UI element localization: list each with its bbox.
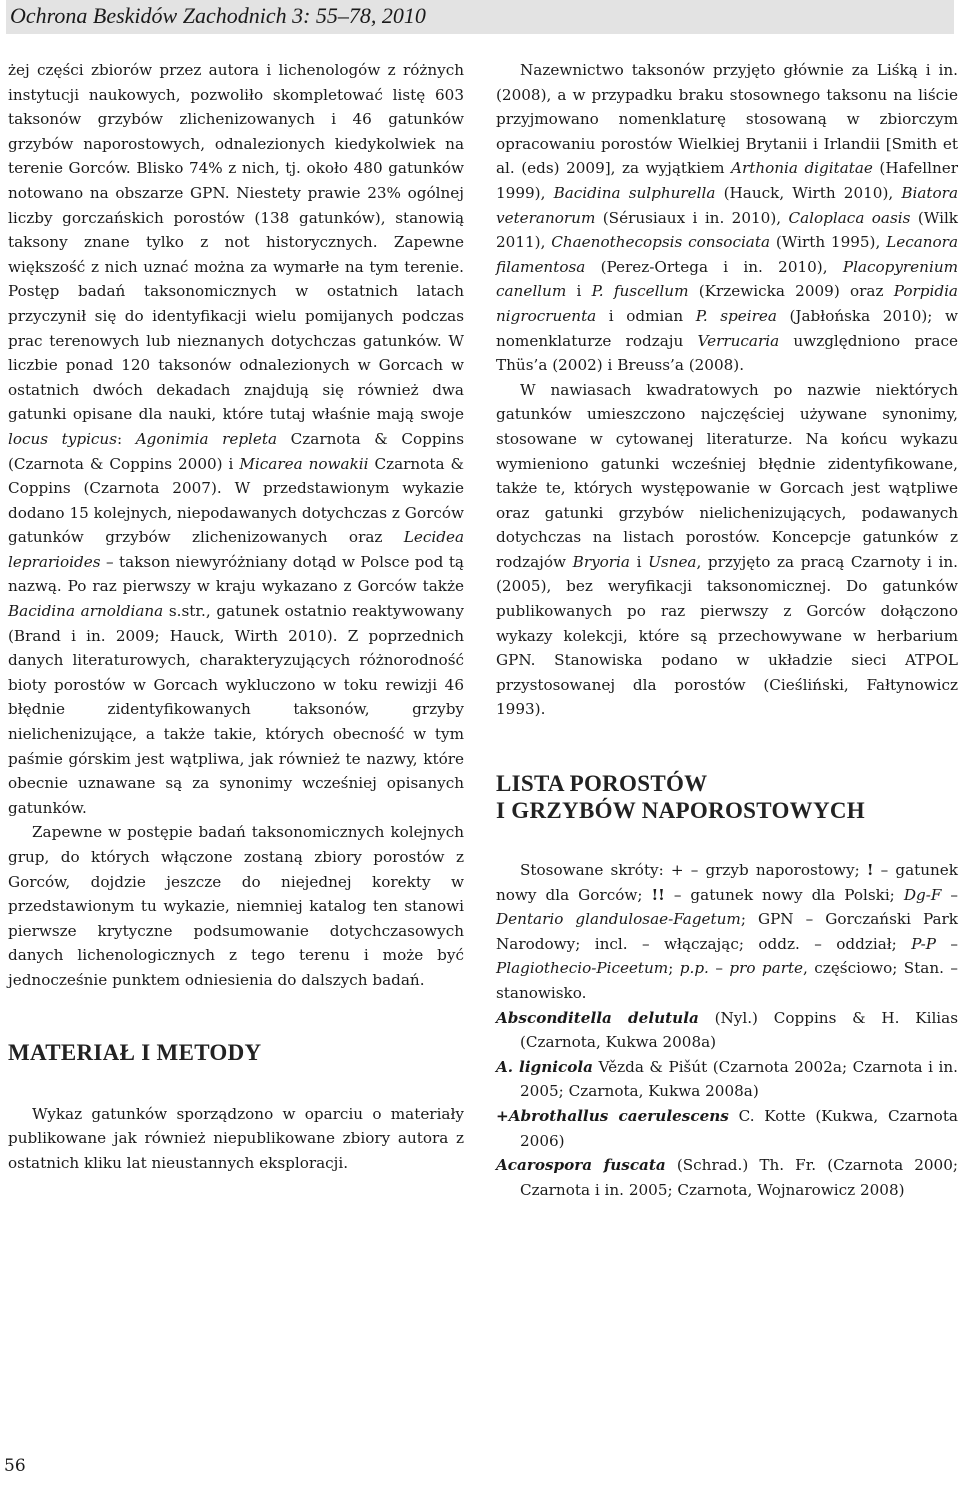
journal-title: Ochrona Beskidów Zachodnich 3: 55–78, 2010 <box>10 3 426 28</box>
right-column <box>496 58 958 1202</box>
page-number: 56 <box>4 1456 26 1476</box>
species-entry: Absconditella delutula (Nyl.) Coppins & H. Kilias (Czarnota, Kukwa 2008a) <box>496 1008 959 1052</box>
species-entry: A. lignicola Vězda & Pišút (Czarnota 2002a; Czarnota i in. 2005; Czarnota, Kukwa 2008a) <box>496 1057 958 1101</box>
body-paragraph: Nazewnictwo taksonów przyjęto głównie za Liśką i in. (2008), a w przypadku braku stosownego taksonu na liście przyjmowano nomenklaturę stosowaną w zbiorczym opracowaniu porostów Wielkiej Brytanii i Irlandii [Smith et al. (eds) 2009], za wyjątkiem Arthonia digitatae (Hafellner 1999), Bacidina sulphurella (Hauck, Wirth 2010), Biatora veteranorum (Sérusiaux i in. 2010), Caloplaca oasis (Wilk 2011), Chaenothecopsis consociata (Wirth 1995), Lecanora filamentosa (Perez-Ortega i in. 2010), Placopyrenium canellum i P. fuscellum (Krzewicka 2009) oraz Porpidia nigrocruenta i odmian P. speirea (Jabłońska 2010); w nomenklaturze rodzaju Verrucaria uwzględniono prace Thüs’a (2002) i Breuss’a (2008). <box>496 61 959 375</box>
body-paragraph: żej części zbiorów przez autora i lichenologów z różnych instytucji naukowych, pozwoliło skompletować listę 603 taksonów grzybów zlichenizowanych i 46 gatunków grzybów naporostowych, odnalezionych kiedykolwiek na terenie Gorców. Blisko 74% z nich, tj. około 480 gatunków notowano na obszarze GPN. Niestety prawie 23% ogólnej liczby gorczańskich porostów (138 gatunków), stanowią taksony znane tylko z not historycznych. Zapewne większość z nich uznać można za wymarłe na tym terenie. Postęp badań taksonomicznych w ostatnich latach przyczynił się do identyfikacji wielu pomijanych podczas prac terenowych lub nieznanych dotychczas gatunków. W liczbie ponad 120 taksonów odnalezionych w Gorcach w ostatnich dwóch dekadach znajdują się również dwa gatunki opisane dla nauki, które tutaj właśnie mają swoje locus typicus: Agonimia repleta Czarnota & Coppins (Czarnota & Coppins 2000) i Micarea nowakii Czarnota & Coppins (Czarnota 2007). W przedstawionym wykazie dodano 15 kolejnych, niepodawanych dotychczas z Gorców gatunków grzybów zlichenizowanych oraz Lecidea leprarioides – takson niewyróżniany dotąd w Polsce pod tą nazwą. Po raz pierwszy w kraju wykazano z Gorców także Bacidina arnoldiana s.str., gatunek ostatnio reaktywowany (Brand i in. 2009; Hauck, Wirth 2010). Z poprzednich danych literaturowych, charakteryzujących różnorodność bioty porostów w Gorcach wykluczono w toku rewizji 46 błędnie zidentyfikowanych taksonów, grzyby nielichenizujące, a także takie, których obecność w tym paśmie górskim jest wątpliwa, jak również te nazwy, które obecnie uznawane są za synonimy wcześniej opisanych gatunków. <box>8 61 464 817</box>
body-paragraph: Wykaz gatunków sporządzono w oparciu o materiały publikowane jak również niepublikowane zbiory autora z ostatnich kliku lat nieustannych eksploracji. <box>8 1104 464 1172</box>
section-heading-methods: MATERIAŁ I METODY <box>8 1039 262 1065</box>
abbreviations-paragraph: Stosowane skróty: + – grzyb naporostowy; ! – gatunek nowy dla Gorców; !! – gatunek nowy dla Polski; Dg-F – Dentario glandulosae-Fagetum; GPN – Gorczański Park Narodowy; incl. – włączając; oddz. – oddział; P-P – Plagiothecio-Piceetum; p.p. – pro parte, częściowo; Stan. – stanowisko. <box>496 861 959 1002</box>
running-header <box>6 0 954 34</box>
species-entry: Acarospora fuscata (Schrad.) Th. Fr. (Czarnota 2000; Czarnota i in. 2005; Czarnota, Wojnarowicz 2008) <box>496 1156 958 1199</box>
body-paragraph: Zapewne w postępie badań taksonomicznych kolejnych grup, do których włączone zostaną zbiory porostów z Gorców, dojdzie jeszcze do niejednej korekty w przedstawionym tu wykazie, niemniej katalog ten stanowi pierwsze krytyczne podsumowanie dotychczasowych danych lichenologicznych z tego terenu i może być jednocześnie punktem odniesienia do dalszych badań. <box>8 823 464 989</box>
species-entry: +Abrothallus caerulescens C. Kotte (Kukwa, Czarnota 2006) <box>496 1106 958 1150</box>
section-heading-species-list: LISTA POROSTÓW I GRZYBÓW NAPOROSTOWYCH <box>496 771 865 824</box>
body-paragraph: W nawiasach kwadratowych po nazwie niektórych gatunków umieszczono najczęściej używane synonimy, stosowane w cytowanej literaturze. Na końcu wykazu wymieniono gatunki wcześniej błędnie zidentyfikowane, także te, których występowanie w Gorcach jest wątpliwe oraz gatunki grzybów nielichenizujących, podawanych dotychczas na listach porostów. Koncepcje gatunków z rodzajów Bryoria i Usnea, przyjęto za pracą Czarnoty i in. (2005), bez weryfikacji taksonomicznej. Do gatunków publikowanych po raz pierwszy z Gorców dołączono wykazy kolekcji, które są przechowywane w herbarium GPN. Stanowiska podano w układzie sieci ATPOL przystosowanej dla porostów (Cieśliński, Fałtynowicz 1993). <box>496 380 958 719</box>
left-column <box>8 58 464 1175</box>
